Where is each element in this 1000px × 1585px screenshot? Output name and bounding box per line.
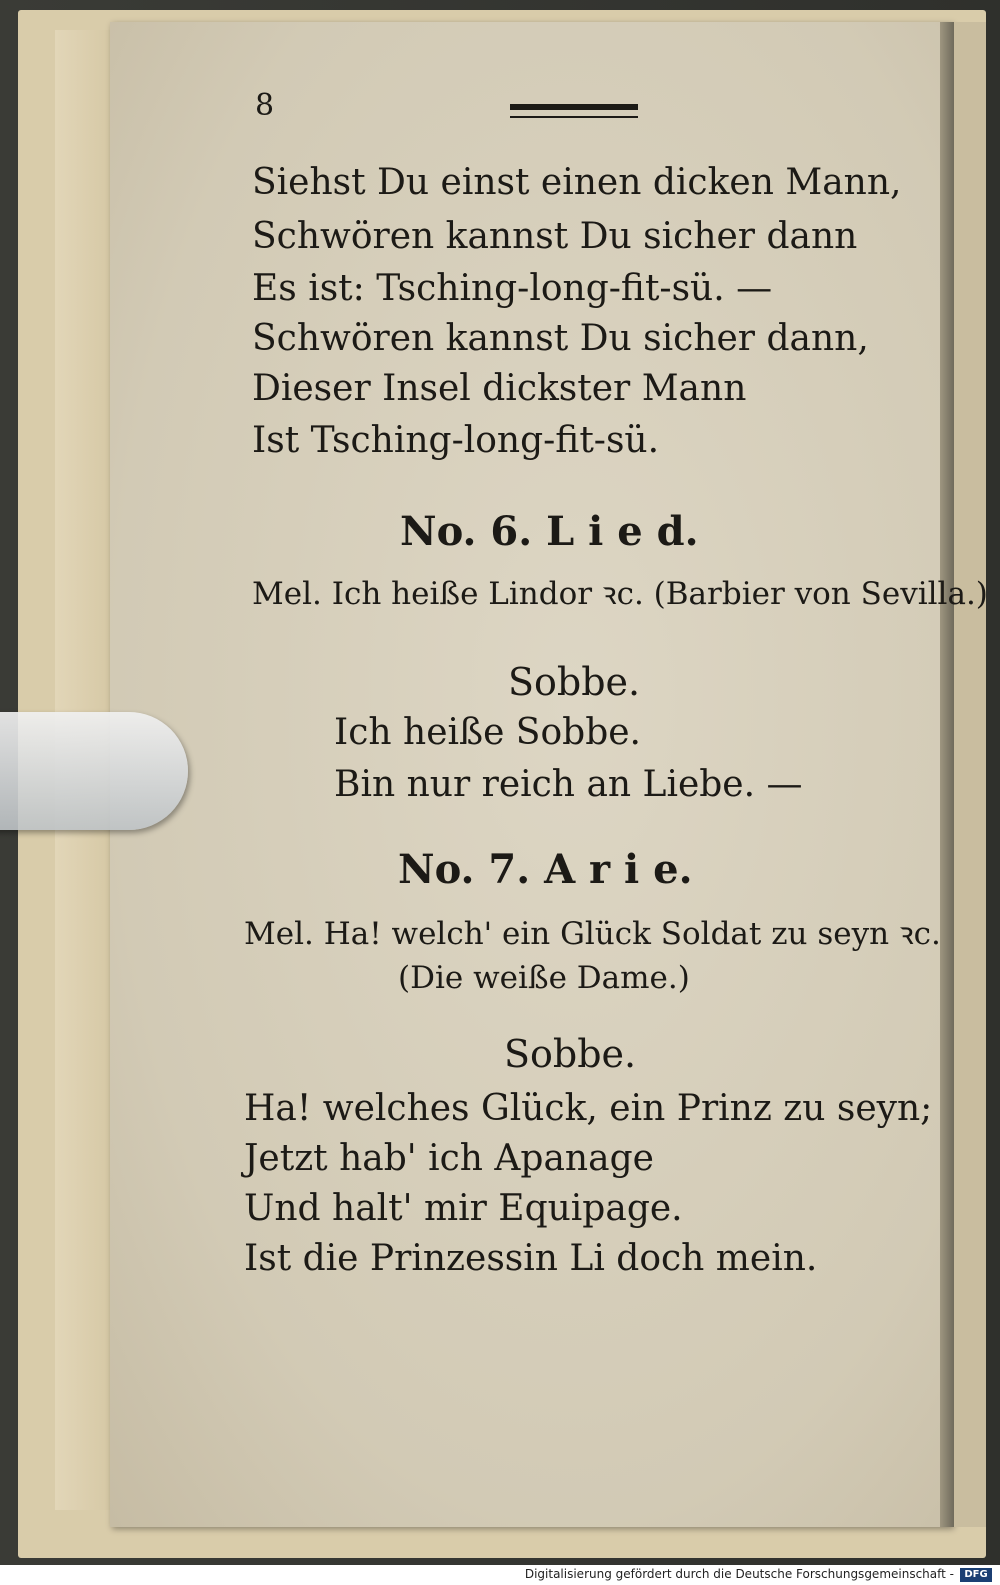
plastic-page-clip — [0, 712, 188, 830]
speaker-name: Sobbe. — [508, 660, 641, 704]
melody-note: Mel. Ha! welch' ein Glück Soldat zu seyn ꝛc. — [244, 916, 941, 952]
song-line: Jetzt hab' ich Apanage — [244, 1138, 654, 1179]
song-line: Ha! welches Glück, ein Prinz zu seyn; — [244, 1088, 933, 1129]
verse-line: Schwören kannst Du sicher dann, — [252, 318, 869, 359]
song-heading: No. 6. L i e d. — [400, 508, 699, 555]
song-line: Und halt' mir Equipage. — [244, 1188, 683, 1229]
song-line: Ist die Prinzessin Li doch mein. — [244, 1238, 818, 1279]
melody-source: (Die weiße Dame.) — [398, 960, 690, 996]
verse-line: Es ist: Tsching-long-fit-sü. — — [252, 268, 773, 309]
verse-line: Schwören kannst Du sicher dann — [252, 216, 858, 257]
verse-line: Ist Tsching-long-fit-sü. — [252, 420, 660, 461]
facing-page-edge — [954, 22, 986, 1527]
song-line: Bin nur reich an Liebe. — — [334, 764, 803, 805]
song-heading: No. 7. A r i e. — [398, 846, 693, 893]
melody-note: Mel. Ich heiße Lindor ꝛc. (Barbier von Sevilla.) — [252, 576, 988, 612]
header-rule-thin — [510, 116, 638, 118]
footer-bar — [0, 1565, 1000, 1585]
song-line: Ich heiße Sobbe. — [334, 712, 641, 753]
page-number: 8 — [255, 88, 275, 123]
verse-line: Siehst Du einst einen dicken Mann, — [252, 162, 902, 203]
verse-line: Dieser Insel dickster Mann — [252, 368, 747, 409]
header-rule — [510, 104, 638, 110]
page-gutter-shadow — [940, 22, 954, 1527]
speaker-name: Sobbe. — [504, 1032, 637, 1076]
footer-credit: Digitalisierung gefördert durch die Deutsche Forschungsgemeinschaft - — [524, 1567, 954, 1581]
dfg-logo: DFG — [960, 1568, 992, 1582]
